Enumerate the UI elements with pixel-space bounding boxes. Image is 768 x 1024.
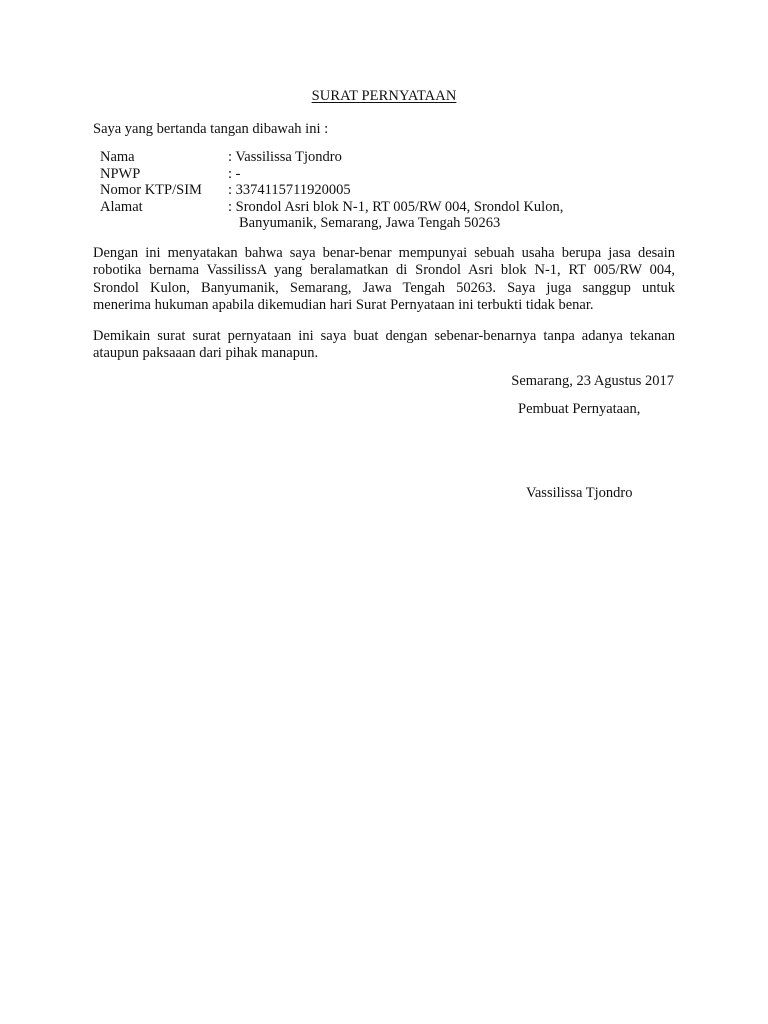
identity-value: : 3374115711920005 xyxy=(228,182,351,198)
document-title: SURAT PERNYATAAN xyxy=(311,88,457,104)
paragraph-line: Srondol Kulon, Banyumanik, Semarang, Jawa Tengah 50263. Saya juga sanggup untuk xyxy=(93,279,675,296)
paragraph-line: Demikain surat surat pernyataan ini saya buat dengan sebenar-benarnya tanpa adanya tekanan xyxy=(93,328,675,344)
identity-value: : Vassilissa Tjondro xyxy=(228,149,342,165)
address-continuation: Banyumanik, Semarang, Jawa Tengah 50263 xyxy=(239,215,501,231)
paragraph-line: ataupun paksaaan dari pihak manapun. xyxy=(93,345,319,362)
identity-label: Nama xyxy=(100,149,135,165)
paragraph-line: Dengan ini menyatakan bahwa saya benar-benar mempunyai sebuah usaha berupa jasa desain xyxy=(93,245,675,261)
paragraph-line: robotika bernama VassilissA yang beralamatkan di Srondol Asri blok N-1, RT 005/RW 004, xyxy=(93,262,675,279)
signer-role: Pembuat Pernyataan, xyxy=(518,401,641,417)
identity-label: NPWP xyxy=(100,165,141,182)
intro-text: Saya yang bertanda tangan dibawah ini : xyxy=(93,121,329,137)
identity-label: Nomor KTP/SIM xyxy=(100,182,202,198)
identity-label: Alamat xyxy=(100,198,143,215)
identity-value: : Srondol Asri blok N-1, RT 005/RW 004, Srondol Kulon, xyxy=(228,198,564,215)
signer-name: Vassilissa Tjondro xyxy=(526,485,633,501)
identity-value: : - xyxy=(228,165,241,182)
statement-paragraph xyxy=(93,245,675,314)
closing-paragraph xyxy=(93,328,675,363)
place-and-date: Semarang, 23 Agustus 2017 xyxy=(511,373,674,389)
paragraph-line: menerima hukuman apabila dikemudian hari Surat Pernyataan ini terbukti tidak benar. xyxy=(93,296,594,313)
